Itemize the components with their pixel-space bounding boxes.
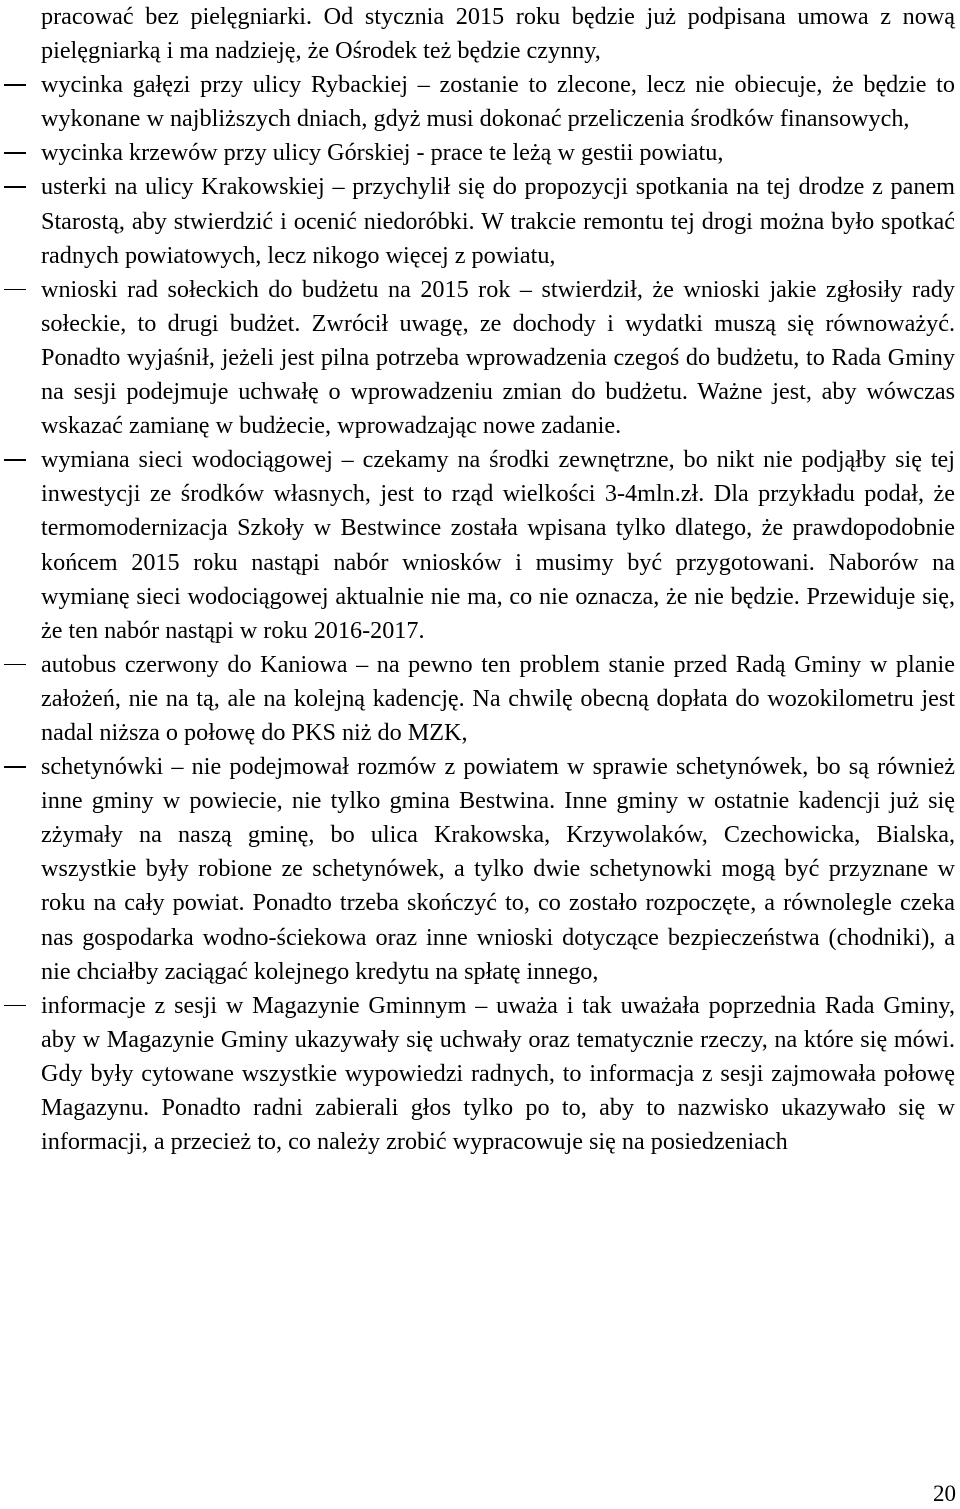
list-item (41, 68, 955, 136)
list-item-text: wycinka krzewów przy ulicy Górskiej - prace te leżą w gestii powiatu, (41, 139, 724, 167)
dash-bullet (4, 664, 26, 666)
list-item (41, 273, 955, 443)
dash-bullet (4, 766, 26, 768)
intro-paragraph: pracować bez pielęgniarki. Od stycznia 2015 roku będzie już podpisana umowa z nową pielęgniarką i ma nadzieję, że Ośrodek też będzie czynny, (41, 3, 955, 65)
dash-bullet (4, 289, 26, 291)
dash-bullet (4, 459, 26, 461)
list-item-text: autobus czerwony do Kaniowa – na pewno ten problem stanie przed Radą Gminy w planie założeń, nie na tą, ale na kolejną kadencję. Na chwilę obecną dopłata do wozokilometru jest nadal niższa o połowę do PKS niż do MZK, (41, 650, 955, 746)
dash-list (41, 68, 955, 1159)
list-item-text: schetynówki – nie podejmował rozmów z powiatem w sprawie schetynówek, bo są również inne gminy w powiecie, nie tylko gmina Bestwina. Inne gminy w ostatnie kadencji już się zżymały na naszą gminę, bo ulica Krakowska, Krzywolaków, Czechowicka, Bialska, wszystkie były robione ze schetynówek, a tylko dwie schetynowki mogą być przyznane w roku na cały powiat. Ponadto trzeba skończyć to, co zostało rozpoczęte, a równolegle czeka nas gospodarka wodno-ściekowa oraz inne wnioski dotyczące bezpieczeństwa (chodniki), a nie chciałby zaciągać kolejnego kredytu na spłatę innego, (41, 753, 955, 985)
list-item (41, 750, 955, 989)
list-item-text: wycinka gałęzi przy ulicy Rybackiej – zostanie to zlecone, lecz nie obiecuje, że będzie to wykonane w najbliższych dniach, gdyż musi dokonać przeliczenia środków finansowych, (41, 71, 955, 133)
page-text (41, 0, 955, 1159)
list-item (41, 136, 955, 170)
dash-bullet (4, 186, 26, 188)
page-number: 20 (933, 1481, 956, 1506)
list-item (41, 443, 955, 648)
list-item-text: wnioski rad sołeckich do budżetu na 2015 rok – stwierdził, że wnioski jakie zgłosiły rady sołeckie, to drugi budżet. Zwrócił uwagę, ze dochody i wydatki muszą się równoważyć. Ponadto wyjaśnił, jeżeli jest pilna potrzeba wprowadzenia czegoś do budżetu, to Rada Gminy na sesji podejmuje uchwałę o wprowadzeniu zmian do budżetu. Ważne jest, aby wówczas wskazać zamianę w budżecie, wprowadzając nowe zadanie. (41, 275, 955, 440)
list-item-text: wymiana sieci wodociągowej – czekamy na środki zewnętrzne, bo nikt nie podjąłby się tej inwestycji ze środków własnych, jest to rząd wielkości 3-4mln.zł. Dla przykładu podał, że termomodernizacja Szkoły w Bestwince została wpisana tylko dlatego, że prawdopodobnie końcem 2015 roku nastąpi nabór wniosków i musimy być przygotowani. Naborów na wymianę sieci wodociągowej aktualnie nie ma, co nie oznacza, że nie będzie. Przewiduje się, że ten nabór nastąpi w roku 2016-2017. (41, 446, 955, 644)
dash-bullet (4, 1005, 26, 1007)
dash-bullet (4, 84, 26, 86)
list-item-text: usterki na ulicy Krakowskiej – przychylił się do propozycji spotkania na tej drodze z panem Starostą, aby stwierdzić i ocenić niedoróbki. W trakcie remontu tej drogi można było spotkać radnych powiatowych, lecz nikogo więcej z powiatu, (41, 173, 955, 269)
list-item (41, 648, 955, 750)
list-item (41, 989, 955, 1159)
list-item-text: informacje z sesji w Magazynie Gminnym – uważa i tak uważała poprzednia Rada Gminy, aby w Magazynie Gminy ukazywały się uchwały oraz tematycznie rzeczy, na które się mówi. Gdy były cytowane wszystkie wypowiedzi radnych, to informacja z sesji zajmowała połowę Magazynu. Ponadto radni zabierali głos tylko po to, aby to nazwisko ukazywało się w informacji, a przecież to, co należy zrobić wypracowuje się na posiedzeniach (41, 991, 955, 1156)
dash-bullet (4, 152, 26, 154)
list-item (41, 170, 955, 272)
